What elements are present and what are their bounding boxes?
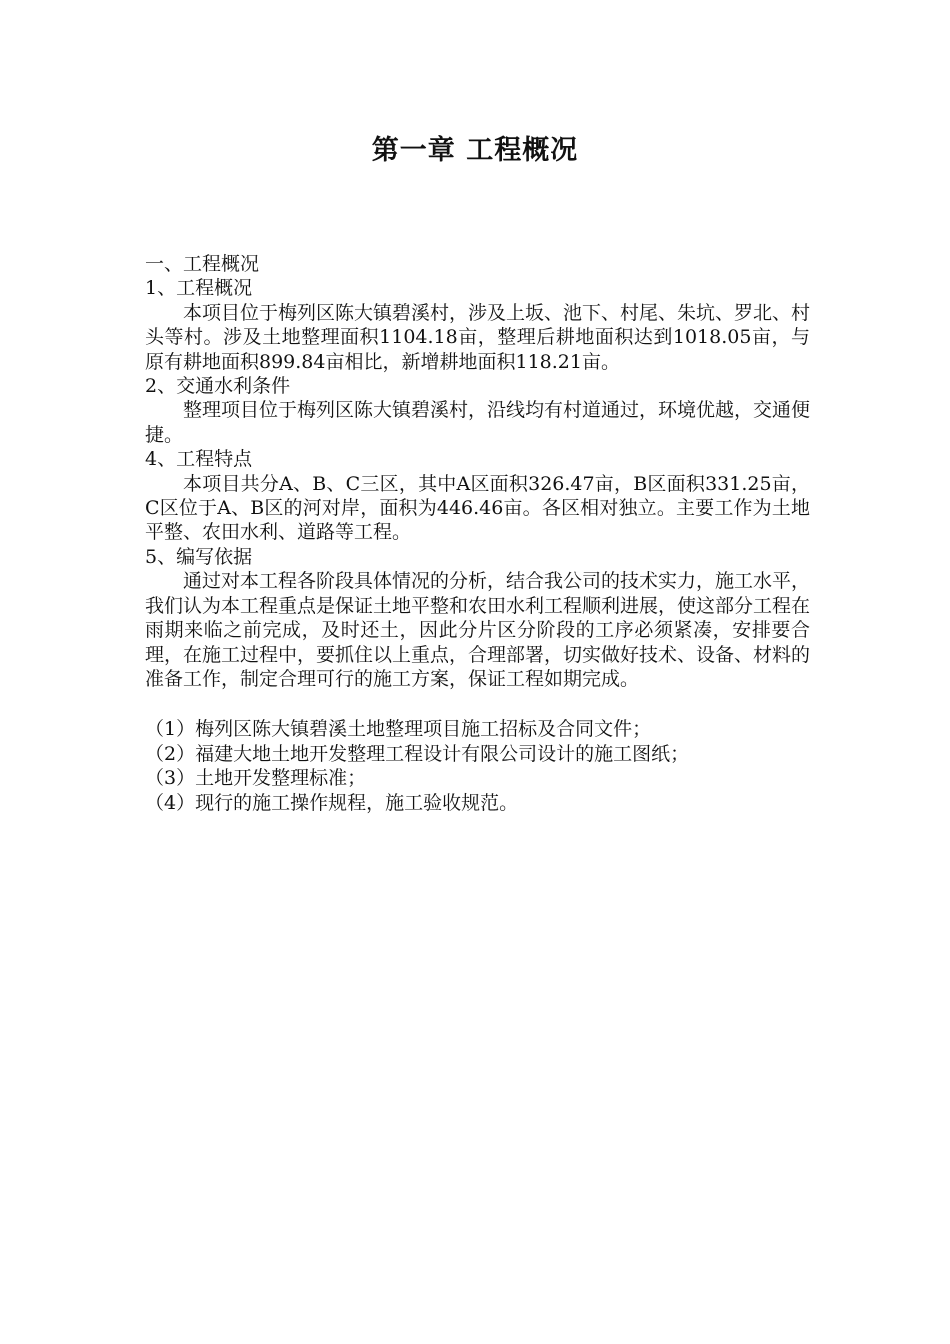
reference-item: （3）土地开发整理标准； [145,767,367,790]
section-heading-overview: 一、工程概况 [145,253,260,275]
section-2-paragraph: 整理项目位于梅列区陈大镇碧溪村，沿线均有村道通过，环境优越，交通便捷。 [145,399,811,446]
section-1-paragraph: 本项目位于梅列区陈大镇碧溪村，涉及上坂、池下、村尾、朱坑、罗北、村头等村。涉及土地整理面积1104.18亩，整理后耕地面积达到1018.05亩，与原有耕地面积899.84亩相比，新增耕地面积118.21亩。 [145,301,811,373]
section-4-paragraph: 本项目共分A、B、C三区，其中A区面积326.47亩，B区面积331.25亩，C区位于A、B区的河对岸，面积为446.46亩。各区相对独立。主要工作为土地平整、农田水利、道路等工程。 [145,472,810,544]
reference-item: （1）梅列区陈大镇碧溪土地整理项目施工招标及合同文件； [145,718,652,741]
reference-item: （4）现行的施工操作规程，施工验收规范。 [145,791,519,814]
reference-item: （2）福建大地土地开发整理工程设计有限公司设计的施工图纸； [145,742,690,765]
chapter-title: 第一章 工程概况 [371,135,579,166]
document-body [145,252,810,815]
section-5-paragraph: 通过对本工程各阶段具体情况的分析，结合我公司的技术实力，施工水平，我们认为本工程重点是保证土地平整和农田水利工程顺利进展，使这部分工程在雨期来临之前完成，及时还土，因此分片区分阶段的工序必须紧凑，安排要合理，在施工过程中，要抓住以上重点，合理部署，切实做好技术、设备、材料的准备工作，制定合理可行的施工方案，保证工程如期完成。 [145,570,811,690]
section-2-heading: 2、交通水利条件 [145,375,291,398]
reference-list [145,717,810,815]
section-1-heading: 1、工程概况 [145,277,253,300]
section-4-heading: 4、工程特点 [145,448,253,471]
section-5-heading: 5、编写依据 [145,545,253,568]
